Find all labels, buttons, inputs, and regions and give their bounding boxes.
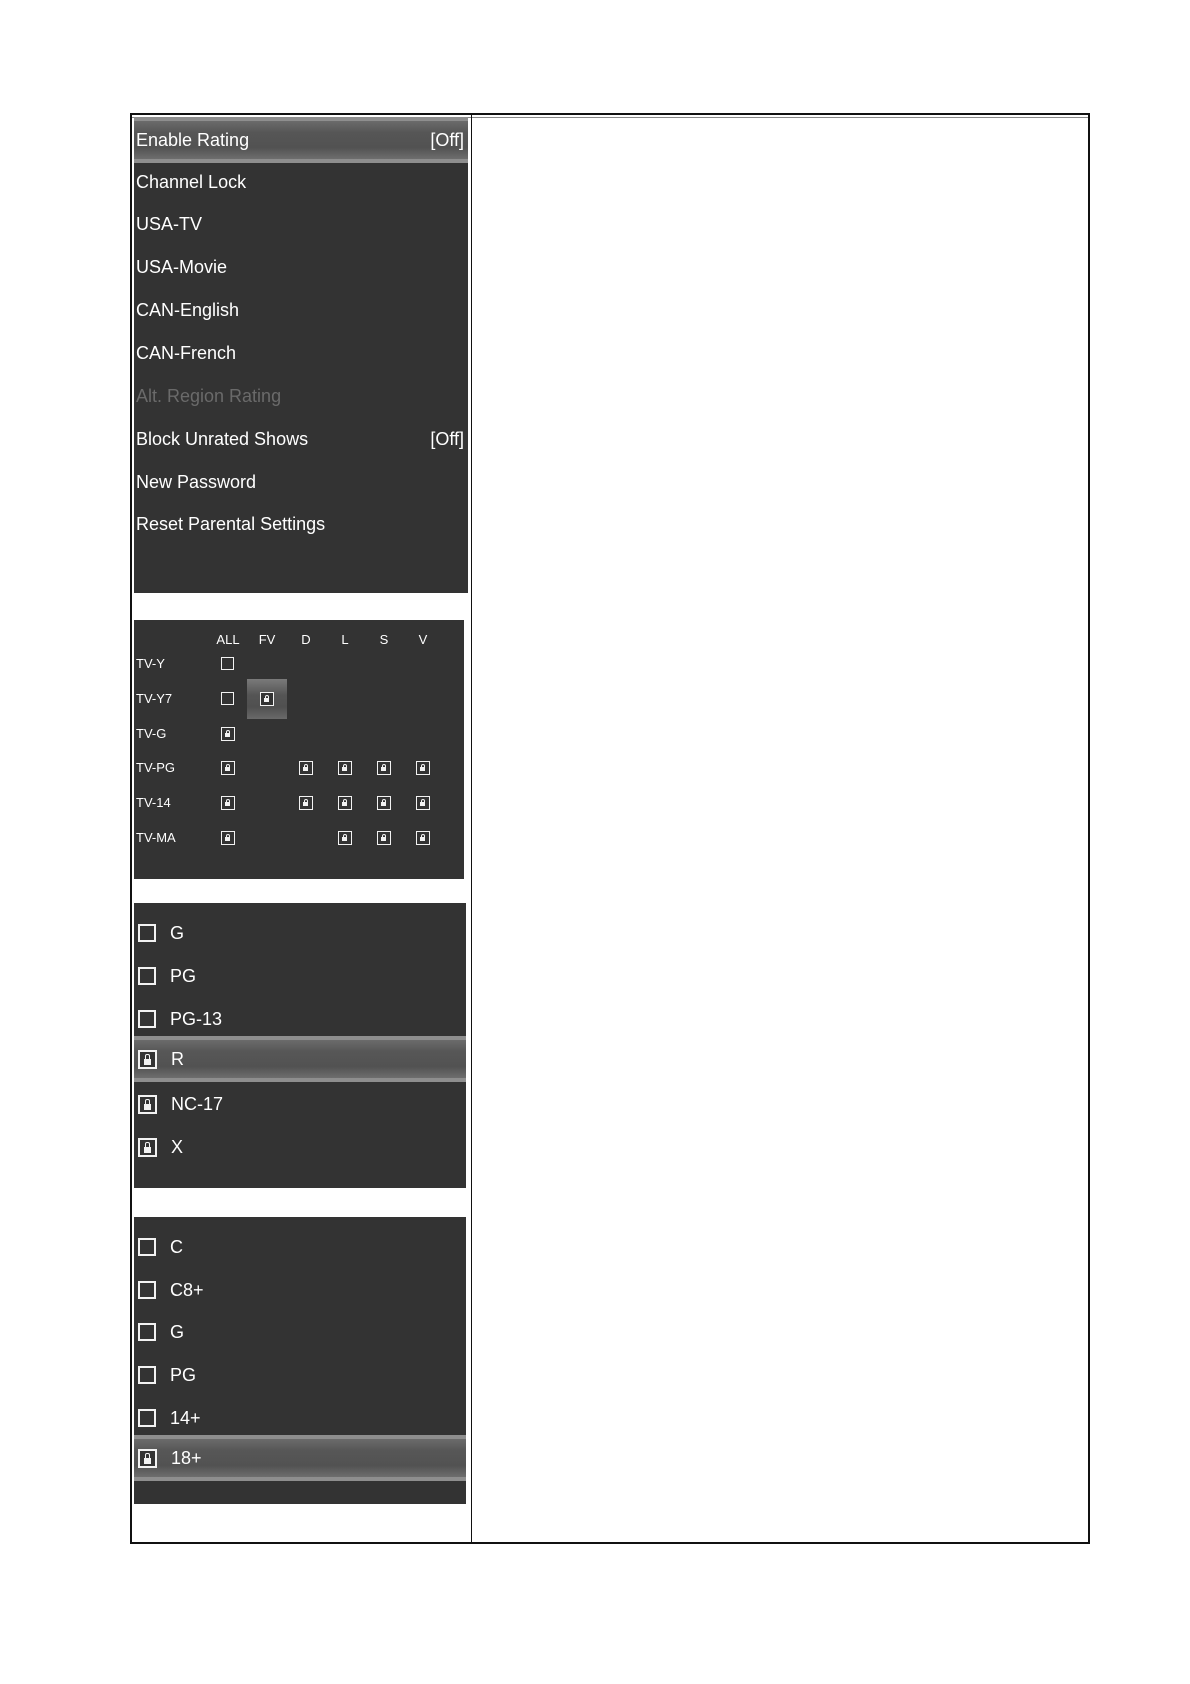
unchecked-box-icon [221,692,234,705]
unchecked-box-icon [138,924,156,942]
cell-tv-pg-v[interactable] [416,761,432,777]
cell-tv-ma-l[interactable] [338,831,354,847]
lock-icon [416,796,430,810]
can-rating-list-panel [134,1217,466,1504]
movie-list-item-r[interactable] [134,1036,466,1082]
menu-item-usa-tv[interactable] [134,201,468,247]
cell-tv-14-d[interactable] [299,796,315,812]
cell-tv-ma-all[interactable] [221,831,237,847]
lock-icon [416,761,430,775]
menu-item-block-unrated-shows[interactable] [134,416,468,462]
rating-label: PG-13 [170,1008,223,1029]
menu-item-new-password[interactable] [134,459,468,505]
menu-item-can-french[interactable] [134,330,468,376]
lock-icon [138,1449,157,1468]
menu-item-label: New Password [136,471,257,492]
can-list-item-pg[interactable] [134,1352,466,1398]
rating-label: 18+ [171,1447,202,1468]
cell-tv-ma-s[interactable] [377,831,393,847]
cell-tv-y-all[interactable] [221,657,237,673]
unchecked-box-icon [138,1281,156,1299]
menu-item-label: USA-TV [136,213,203,234]
unchecked-box-icon [138,1366,156,1384]
menu-item-value: [Off] [430,129,464,150]
menu-item-reset-parental-settings[interactable] [134,501,468,547]
column-header-d: D [301,632,311,647]
lock-icon [221,727,235,741]
movie-list-item-x[interactable] [134,1124,466,1170]
column-header-all: ALL [216,632,240,647]
cell-tv-pg-l[interactable] [338,761,354,777]
row-label-tv-y7: TV-Y7 [136,691,173,706]
lock-icon [221,761,235,775]
rating-label: 14+ [170,1407,201,1428]
can-list-item-c8[interactable] [134,1267,466,1313]
menu-item-can-english[interactable] [134,287,468,333]
rating-label: G [170,1321,185,1342]
usa-movie-list-panel [134,903,466,1188]
lock-icon [138,1095,157,1114]
lock-icon [338,761,352,775]
cell-tv-y7-all[interactable] [221,692,237,708]
movie-list-item-pg[interactable] [134,953,466,999]
menu-item-label: Enable Rating [136,129,250,150]
unchecked-box-icon [138,1409,156,1427]
movie-list-item-nc-17[interactable] [134,1081,466,1127]
cell-tv-pg-all[interactable] [221,761,237,777]
cell-tv-14-l[interactable] [338,796,354,812]
row-label-tv-14: TV-14 [136,795,171,810]
usa-tv-grid-panel [134,620,464,879]
lock-icon [221,796,235,810]
lock-icon [377,796,391,810]
cell-tv-14-v[interactable] [416,796,432,812]
rating-label: PG [170,965,197,986]
can-list-item-g[interactable] [134,1309,466,1355]
cell-tv-y7-fv[interactable] [260,692,276,708]
menu-item-label: Channel Lock [136,171,247,192]
menu-item-enable-rating[interactable] [134,117,468,163]
menu-item-label: USA-Movie [136,256,228,277]
lock-icon [377,761,391,775]
column-header-v: V [418,632,428,647]
menu-item-usa-movie[interactable] [134,244,468,290]
menu-item-alt-region-rating [134,373,468,419]
unchecked-box-icon [138,1238,156,1256]
lock-icon [260,692,274,706]
lock-icon [338,831,352,845]
cell-tv-pg-d[interactable] [299,761,315,777]
row-label-tv-g: TV-G [136,726,167,741]
row-label-tv-y: TV-Y [136,656,165,671]
lock-icon [377,831,391,845]
rating-label: NC-17 [171,1093,224,1114]
menu-item-value: [Off] [430,428,464,449]
menu-item-label: CAN-French [136,342,237,363]
cell-tv-14-s[interactable] [377,796,393,812]
parental-menu-panel [134,117,468,593]
cell-tv-g-all[interactable] [221,727,237,743]
rating-label: R [171,1048,184,1069]
menu-item-channel-lock[interactable] [134,159,468,205]
rating-label: G [170,922,185,943]
rating-label: C [170,1236,183,1257]
lock-icon [299,761,313,775]
unchecked-box-icon [138,1323,156,1341]
menu-item-label: Alt. Region Rating [136,385,282,406]
row-label-tv-ma: TV-MA [136,830,176,845]
lock-icon [299,796,313,810]
can-list-item-18[interactable] [134,1435,466,1481]
cell-tv-pg-s[interactable] [377,761,393,777]
column-divider [471,115,472,1542]
movie-list-item-g[interactable] [134,910,466,956]
column-header-l: L [341,632,349,647]
cell-tv-ma-v[interactable] [416,831,432,847]
can-list-item-c[interactable] [134,1224,466,1270]
menu-item-label: Block Unrated Shows [136,428,309,449]
cell-tv-14-all[interactable] [221,796,237,812]
unchecked-box-icon [138,1010,156,1028]
lock-icon [416,831,430,845]
lock-icon [138,1050,157,1069]
lock-icon [338,796,352,810]
lock-icon [221,831,235,845]
unchecked-box-icon [138,967,156,985]
rating-label: C8+ [170,1279,204,1300]
menu-item-label: CAN-English [136,299,240,320]
menu-item-label: Reset Parental Settings [136,513,326,534]
lock-icon [138,1138,157,1157]
rating-label: X [171,1136,184,1157]
row-label-tv-pg: TV-PG [136,760,176,775]
column-header-fv: FV [258,632,276,647]
rating-label: PG [170,1364,197,1385]
unchecked-box-icon [221,657,234,670]
column-header-s: S [379,632,389,647]
